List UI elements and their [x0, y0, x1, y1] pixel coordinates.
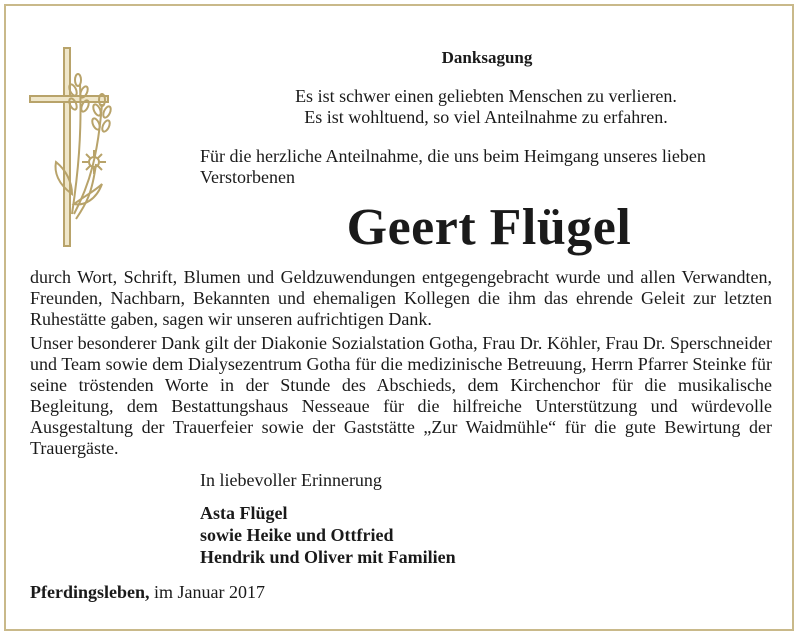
place: Pferdingsleben, [30, 582, 150, 602]
date: im Januar 2017 [154, 582, 265, 602]
signers [200, 502, 456, 568]
closing-phrase: In liebevoller Erinnerung [200, 470, 382, 490]
motto-line: Es ist wohltuend, so viel Anteilnahme zu erfahren. [304, 107, 668, 127]
motto [200, 86, 772, 128]
cross-with-wheat-icon [26, 44, 116, 250]
signer-line: Asta Flügel [200, 503, 288, 523]
signer-line: sowie Heike und Ottfried [200, 525, 394, 545]
intro-text: Für die herzliche Anteilnahme, die uns beim Heimgang unseres lieben Verstorbenen [200, 146, 706, 187]
deceased-name: Geert Flügel [346, 199, 632, 256]
notice-heading: Danksagung [441, 48, 533, 67]
motto-line: Es ist schwer einen geliebten Menschen zu verlieren. [295, 86, 677, 106]
place-date-line [30, 582, 265, 603]
special-thanks-paragraph: Unser besonderer Dank gilt der Diakonie Sozialstation Gotha, Frau Dr. Köhler, Frau Dr. Sperschneider und Team sowie dem Dialysezentrum Gotha für die medizinische Betreuung, Herrn Pfarrer Steinke für seine tröstenden Worte in der Stunde des Abschieds, dem Kirchenchor für die musikalische Begleitung, dem Bestattungshaus Nesseaue für die hilfreiche Unterstützung und würdevolle Ausgestaltung der Trauerfeier sowie der Gaststätte „Zur Waidmühle“ für die gute Bewirtung der Trauergäste. [30, 333, 772, 458]
thanks-paragraph: durch Wort, Schrift, Blumen und Geldzuwendungen entgegengebracht wurde und allen Verwandten, Freunden, Nachbarn, Bekannten und ehemaligen Kollegen die ihm das ehrende Geleit zur letzten Ruhestätte gaben, sagen wir unseren aufrichtigen Dank. [30, 267, 772, 329]
signer-line: Hendrik und Oliver mit Familien [200, 547, 456, 567]
